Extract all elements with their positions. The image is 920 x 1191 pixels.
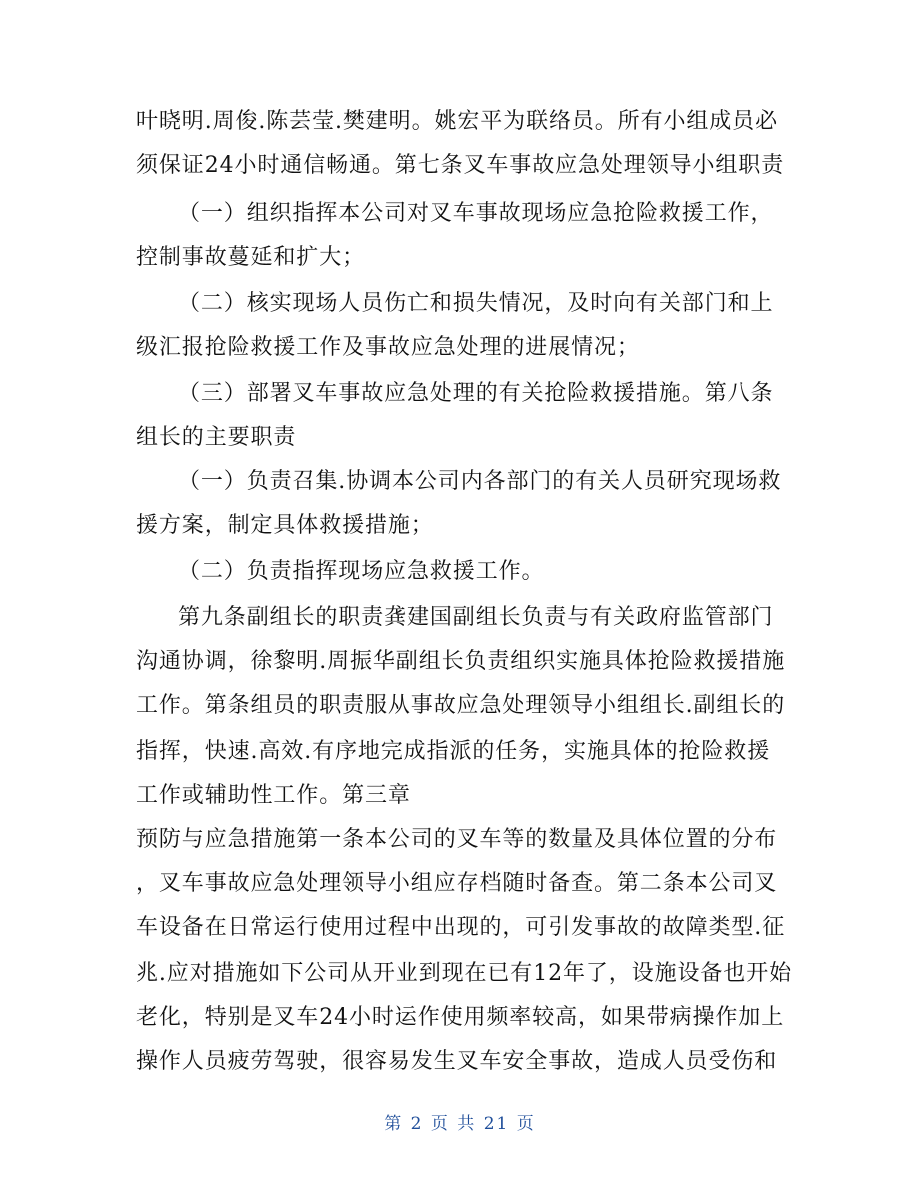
body-text-line: 兆.应对措施如下公司从开业到现在已有12年了，设施设备也开始 <box>136 961 792 986</box>
body-text-line: （二）核实现场人员伤亡和损失情况，及时向有关部门和上 <box>178 291 774 316</box>
body-text-line: 第九条副组长的职责龚建国副组长负责与有关政府监管部门 <box>178 605 774 630</box>
body-text-line: 组长的主要职责 <box>136 425 297 450</box>
body-text-line: 工作或辅助性工作。第三章 <box>136 783 411 808</box>
body-text-line: 指挥，快速.高效.有序地完成指派的任务，实施具体的抢险救援 <box>136 739 771 764</box>
body-text-line: ，叉车事故应急处理领导小组应存档随时备查。第二条本公司叉 <box>136 871 778 896</box>
body-text-line: （一）负责召集.协调本公司内各部门的有关人员研究现场救 <box>178 469 782 494</box>
body-text-line: （二）负责指挥现场应急救援工作。 <box>178 559 545 584</box>
body-text-line: （一）组织指挥本公司对叉车事故现场应急抢险救援工作， <box>178 201 774 226</box>
body-text-line: 老化，特别是叉车24小时运作使用频率较高，如果带病操作加上 <box>136 1005 785 1030</box>
body-text-line: 工作。第条组员的职责服从事故应急处理领导小组组长.副组长的 <box>136 693 786 718</box>
body-text-line: 预防与应急措施第一条本公司的叉车等的数量及具体位置的分布 <box>136 827 778 852</box>
body-text-line: 须保证24小时通信畅通。第七条叉车事故应急处理领导小组职责 <box>136 153 785 178</box>
body-text-line: （三）部署叉车事故应急处理的有关抢险救援措施。第八条 <box>178 381 774 406</box>
body-text-line: 沟通协调，徐黎明.周振华副组长负责组织实施具体抢险救援措施 <box>136 649 786 674</box>
body-text-line: 援方案，制定具体救援措施； <box>136 513 434 538</box>
body-text-line: 级汇报抢险救援工作及事故应急处理的进展情况； <box>136 335 640 360</box>
page-number-footer: 第 2 页 共 21 页 <box>384 1114 536 1134</box>
body-text-line: 操作人员疲劳驾驶，很容易发生叉车安全事故，造成人员受伤和 <box>136 1049 778 1074</box>
body-text-line: 车设备在日常运行使用过程中出现的，可引发事故的故障类型.征 <box>136 915 786 940</box>
body-text-line: 叶晓明.周俊.陈芸莹.樊建明。姚宏平为联络员。所有小组成员必 <box>136 109 778 134</box>
body-text-line: 控制事故蔓延和扩大； <box>136 245 366 270</box>
